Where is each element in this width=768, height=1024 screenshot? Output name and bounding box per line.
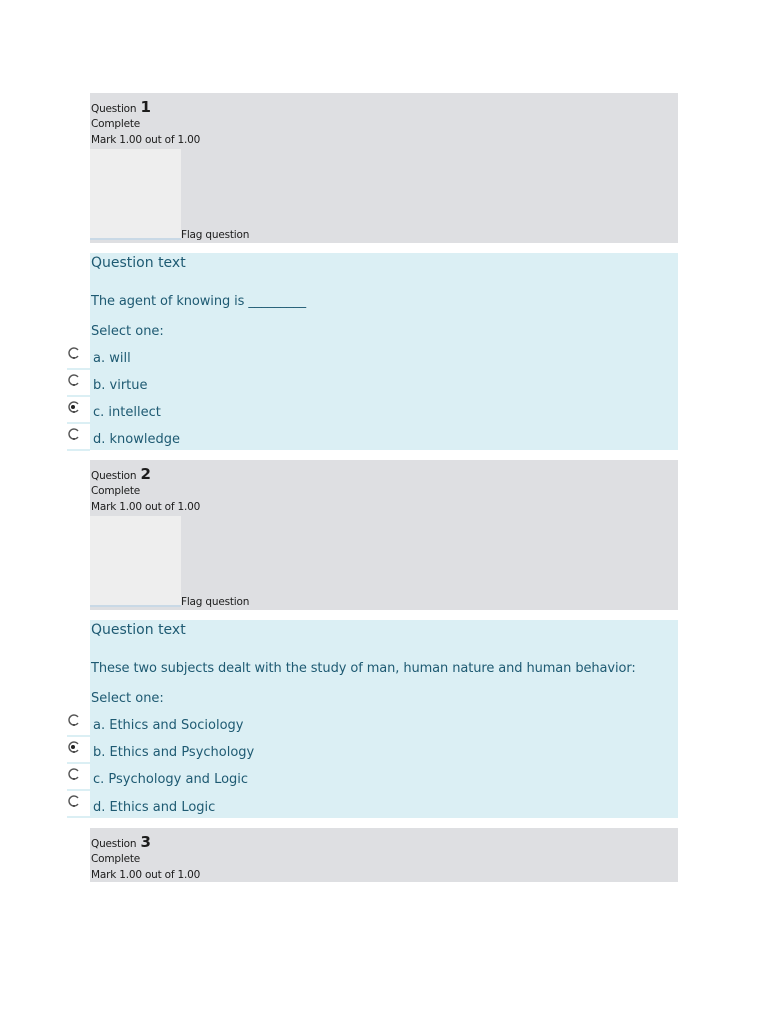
radio-divider xyxy=(67,395,90,397)
question-3-info xyxy=(90,828,678,882)
flag-question-link[interactable]: Flag question xyxy=(181,229,250,241)
radio-button-unchecked[interactable] xyxy=(67,767,81,781)
radio-divider xyxy=(67,368,90,370)
radio-divider xyxy=(67,816,90,818)
answer-option-label[interactable]: c. intellect xyxy=(93,405,161,420)
radio-button-unchecked[interactable] xyxy=(67,794,81,808)
flag-icon[interactable] xyxy=(90,516,181,607)
answer-option-label[interactable]: a. will xyxy=(93,351,131,366)
question-number: 1 xyxy=(140,98,151,116)
answer-option-label[interactable]: d. Ethics and Logic xyxy=(93,800,216,815)
radio-button-unchecked[interactable] xyxy=(67,373,81,387)
answer-option-label[interactable]: a. Ethics and Sociology xyxy=(93,718,244,733)
question-1-content xyxy=(90,253,678,450)
radio-divider xyxy=(67,735,90,737)
question-number: 3 xyxy=(140,833,151,851)
question-label: Question xyxy=(91,470,137,482)
question-text: These two subjects dealt with the study of man, human nature and human behavior: xyxy=(91,661,636,676)
question-grade: Mark 1.00 out of 1.00 xyxy=(91,134,201,146)
question-2-info xyxy=(90,460,678,610)
select-one-prompt: Select one: xyxy=(91,324,164,339)
question-grade: Mark 1.00 out of 1.00 xyxy=(91,869,201,881)
question-state: Complete xyxy=(91,853,141,865)
question-2-content xyxy=(90,620,678,818)
radio-divider xyxy=(67,449,90,451)
question-text-title: Question text xyxy=(91,622,186,638)
question-1-heading xyxy=(91,98,151,116)
question-grade: Mark 1.00 out of 1.00 xyxy=(91,501,201,513)
radio-button-checked[interactable] xyxy=(67,740,81,754)
radio-button-unchecked[interactable] xyxy=(67,713,81,727)
radio-button-checked[interactable] xyxy=(67,400,81,414)
question-state: Complete xyxy=(91,485,141,497)
radio-button-unchecked[interactable] xyxy=(67,427,81,441)
question-number: 2 xyxy=(140,465,151,483)
radio-button-unchecked[interactable] xyxy=(67,346,81,360)
question-label: Question xyxy=(91,838,137,850)
question-state: Complete xyxy=(91,118,141,130)
answer-option-label[interactable]: b. Ethics and Psychology xyxy=(93,745,255,760)
question-1-info xyxy=(90,93,678,243)
question-3-heading xyxy=(91,833,151,851)
radio-divider xyxy=(67,762,90,764)
answer-option-label[interactable]: d. knowledge xyxy=(93,432,180,447)
radio-divider xyxy=(67,422,90,424)
answer-option-label[interactable]: b. virtue xyxy=(93,378,148,393)
question-2-heading xyxy=(91,465,151,483)
flag-icon[interactable] xyxy=(90,149,181,240)
radio-divider xyxy=(67,789,90,791)
question-text-title: Question text xyxy=(91,255,186,271)
answer-option-label[interactable]: c. Psychology and Logic xyxy=(93,772,249,787)
question-text: The agent of knowing is _________ xyxy=(91,294,306,309)
select-one-prompt: Select one: xyxy=(91,691,164,706)
question-label: Question xyxy=(91,103,137,115)
flag-question-link[interactable]: Flag question xyxy=(181,596,250,608)
